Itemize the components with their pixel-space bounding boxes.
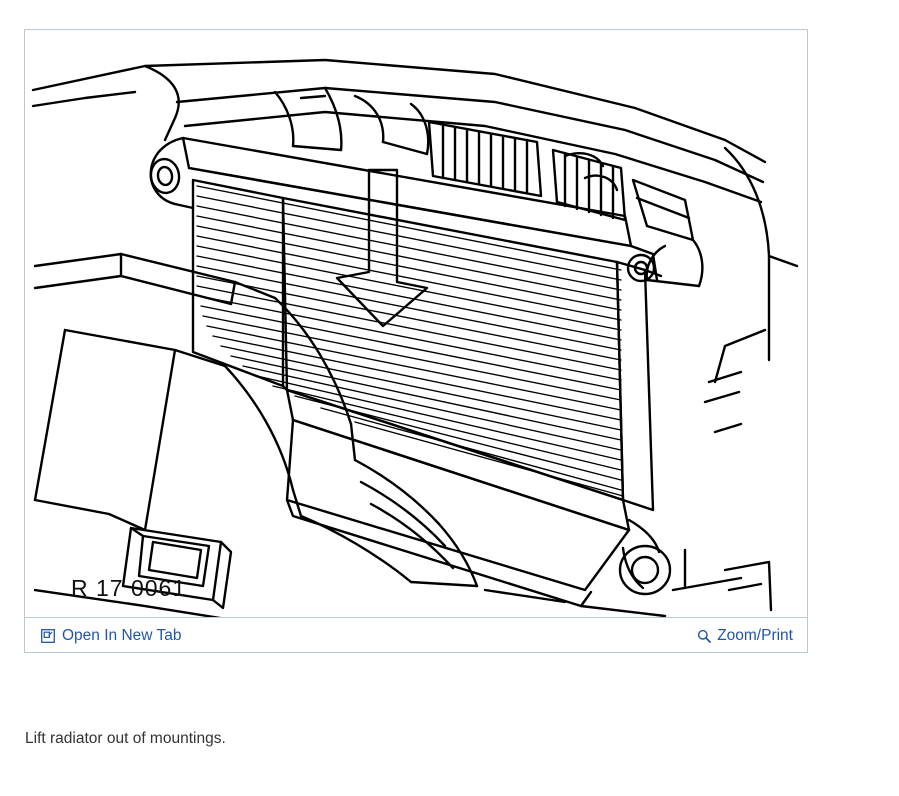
open-in-new-tab-label: Open In New Tab (62, 626, 182, 644)
figure-toolbar (25, 617, 807, 652)
radiator-line-drawing (25, 30, 807, 618)
open-in-new-tab-icon (41, 629, 55, 643)
magnifier-icon (697, 629, 711, 643)
figure-code-label: R 17 0061 (71, 575, 187, 601)
figure-panel (24, 29, 808, 653)
figure-image (25, 30, 807, 618)
zoom-print-button[interactable] (697, 618, 793, 653)
open-in-new-tab-button[interactable] (41, 618, 181, 653)
instruction-text: Lift radiator out of mountings. (25, 730, 226, 747)
zoom-print-label: Zoom/Print (717, 626, 793, 644)
